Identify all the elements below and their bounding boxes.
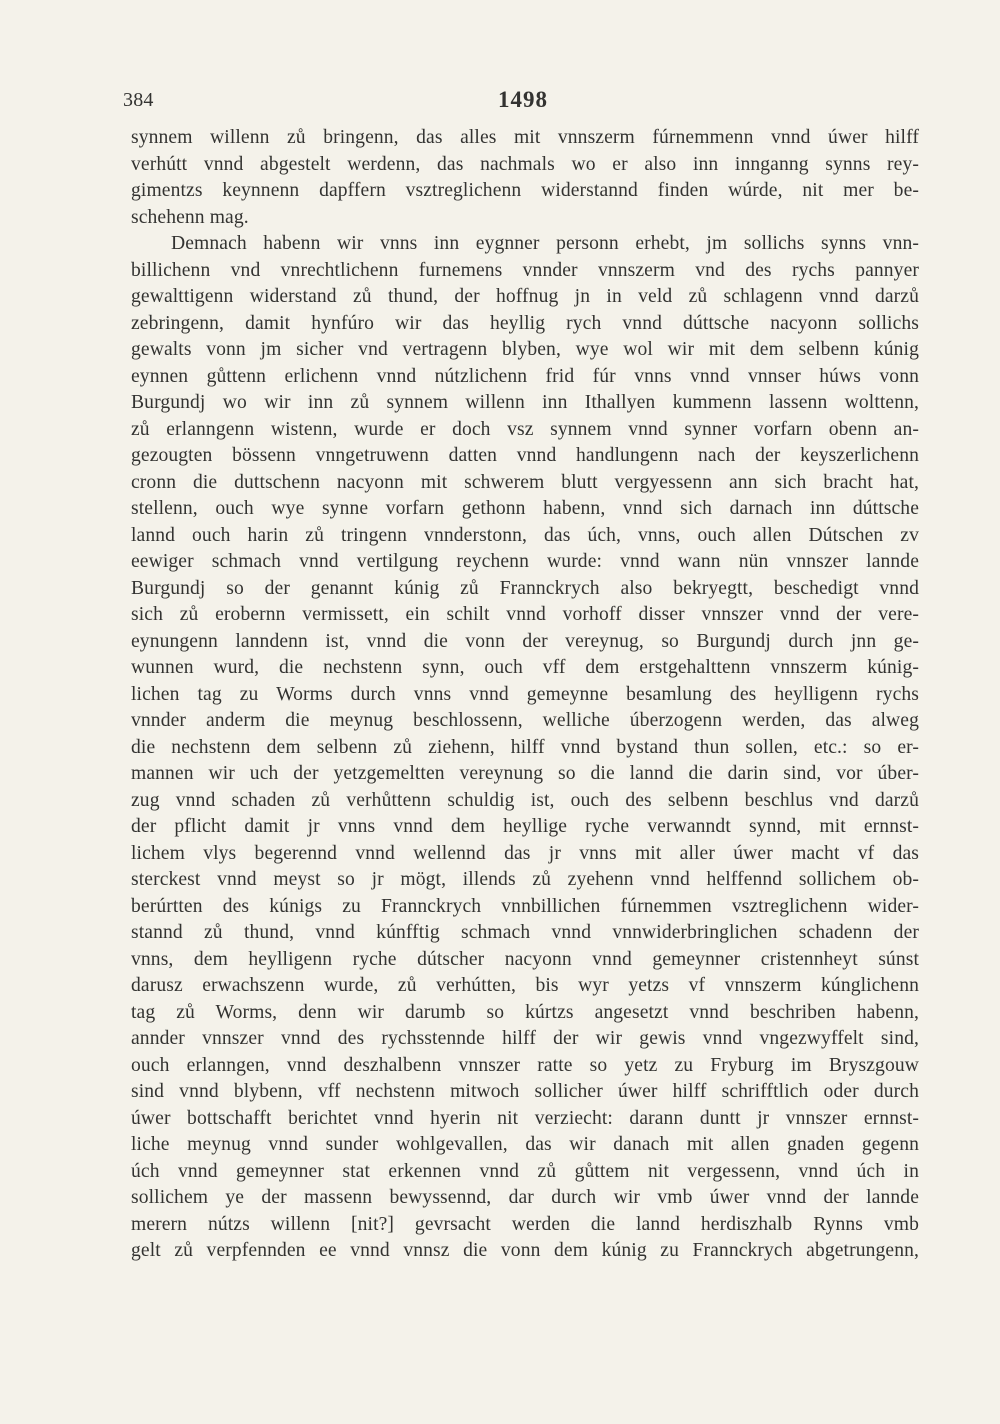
text-line: lichen tag zu Worms durch vnns vnnd gemeynne besamlung des heylligenn rychs [131, 683, 919, 705]
text-line: zebringenn, damit hynfúro wir das heyllig rych vnnd dúttsche nacyonn sollichs [131, 312, 919, 334]
text-line: eynungenn lanndenn ist, vnnd die vonn der vereynug, so Burgundj durch jnn ge- [131, 630, 919, 652]
text-line: úch vnnd gemeynner stat erkennen vnnd zů gůttem nit vergessenn, vnnd úch in [131, 1160, 919, 1182]
text-line: gewalttigenn widerstand zů thund, der hoffnug jn in veld zů schlagenn vnnd darzů [131, 286, 919, 307]
text-line: merern nútzs willenn [nit?] gevrsacht werden die lannd herdiszhalb Rynns vmb [131, 1213, 919, 1235]
text-line: gewalts vonn jm sicher vnd vertragenn blyben, wye wol wir mit dem selbenn kúnig [131, 339, 919, 360]
text-line: stellenn, ouch wye synne vorfarn gethonn habenn, vnnd sich darnach inn dúttsche [131, 498, 919, 519]
text-line: verhútt vnnd abgestelt werdenn, das nachmals wo er also inn innganng synns rey- [131, 153, 919, 175]
text-line: schehenn mag. [131, 206, 249, 228]
text-line: zug vnnd schaden zů verhůttenn schuldig ist, ouch des selbenn beschlus vnd darzů [131, 789, 919, 811]
text-line: vnnder anderm die meynug beschlossenn, welliche úberzogenn werden, das alweg [131, 710, 919, 731]
text-line: ouch erlanngen, vnnd deszhalbenn vnnszer ratte so yetz zu Fryburg im Bryszgouw [131, 1054, 919, 1076]
text-line: sind vnnd blybenn, vff nechstenn mitwoch sollicher úwer hilff schrifftlich oder durch [131, 1081, 919, 1102]
text-line: tag zů Worms, denn wir darumb so kúrtzs angesetzt vnnd beschriben habenn, [131, 1001, 919, 1023]
text-line: sich zů erobernn vermissett, ein schilt vnnd vorhoff disser vnnszer vnnd der vere- [131, 604, 919, 625]
text-line: eewiger schmach vnnd vertilgung reychenn wurde: vnnd wann nün vnnszer lannde [131, 551, 919, 572]
text-line: Demnach habenn wir vnns inn eygnner personn erhebt, jm sollichs synns vnn- [171, 233, 919, 254]
text-line: berúrtten des kúnigs zu Frannckrych vnnbillichen fúrnemmen vsztreglichenn wider- [131, 895, 919, 917]
year-heading: 1498 [498, 87, 548, 112]
page-number: 384 [123, 89, 154, 111]
text-line: gimentzs keynnenn dapffern vsztreglichenn widerstannd finden wúrde, nit mer be- [131, 180, 919, 201]
text-line: mannen wir uch der yetzgemeltten vereynung so die lannd die darin sind, vor úber- [131, 763, 919, 784]
text-line: sollichem ye der massenn bewyssennd, dar durch wir vmb úwer vnnd der lannde [131, 1187, 919, 1208]
text-line: eynnen gůttenn erlichenn vnnd nútzlichenn frid fúr vnns vnnd vnnser húws vonn [131, 365, 919, 387]
text-line: lichem vlys begerennd vnnd wellennd das jr vnns mit aller úwer macht vf das [131, 842, 919, 864]
text-line: sterckest vnnd meyst so jr mögt, illends zů zyehenn vnnd helffennd sollichem ob- [131, 869, 919, 890]
text-line: gelt zů verpfennden ee vnnd vnnsz die vonn dem kúnig zu Frannckrych abgetrungenn, [131, 1240, 919, 1261]
text-line: gezougten bössenn vnngetruwenn datten vnnd handlungenn nach der keyszerlichenn [131, 445, 919, 466]
text-line: die nechstenn dem selbenn zů ziehenn, hilff vnnd bystand thun sollen, etc.: so er- [131, 736, 919, 758]
text-line: der pflicht damit jr vnns vnnd dem heyllige ryche verwanndt synnd, mit ernnst- [131, 816, 919, 837]
text-line: lannd ouch harin zů tringenn vnnderstonn, das úch, vnns, ouch allen Dútschen zv [131, 524, 919, 546]
text-line: billichenn vnd vnrechtlichenn furnemens vnnder vnnszerm vnd des rychs pannyer [131, 259, 919, 281]
text-line: synnem willenn zů bringenn, das alles mit vnnszerm fúrnemmenn vnnd úwer hilff [131, 127, 919, 148]
text-line: wunnen wurd, die nechstenn synn, ouch vff dem erstgehalttenn vnnszerm kúnig- [131, 657, 919, 678]
text-line: vnns, dem heylligenn ryche dútscher nacyonn vnnd gemeynner cristennheyt súnst [131, 948, 919, 970]
text-line: liche meynug vnnd sunder wohlgevallen, das wir danach mit allen gnaden gegenn [131, 1134, 919, 1155]
body-text [131, 125, 919, 1265]
text-line: Burgundj so der genannt kúnig zů Frannckrych also bekryegtt, beschedigt vnnd [131, 577, 919, 599]
text-line: stannd zů thund, vnnd kúnfftig schmach vnnd vnnwiderbringlichen schadenn der [131, 922, 919, 943]
text-line: úwer bottschafft berichtet vnnd hyerin nit verziecht: darann duntt jr vnnszer ernnst- [131, 1107, 919, 1129]
text-line: cronn die duttschenn nacyonn mit schwerem blutt vergyessenn ann sich bracht hat, [131, 471, 919, 493]
text-line: annder vnnszer vnnd des rychsstennde hilff der wir gewis vnnd vngezwyffelt sind, [131, 1028, 919, 1049]
text-line: zů erlanngenn wistenn, wurde er doch vsz synnem vnnd synner vorfarn obenn an- [131, 418, 919, 440]
text-line: Burgundj wo wir inn zů synnem willenn inn Ithallyen kummenn lassenn wolttenn, [131, 392, 919, 413]
text-line: darusz erwachszenn wurde, zů verhútten, bis wyr yetzs vf vnnszerm kúnglichenn [131, 975, 919, 996]
page-header [123, 88, 920, 118]
